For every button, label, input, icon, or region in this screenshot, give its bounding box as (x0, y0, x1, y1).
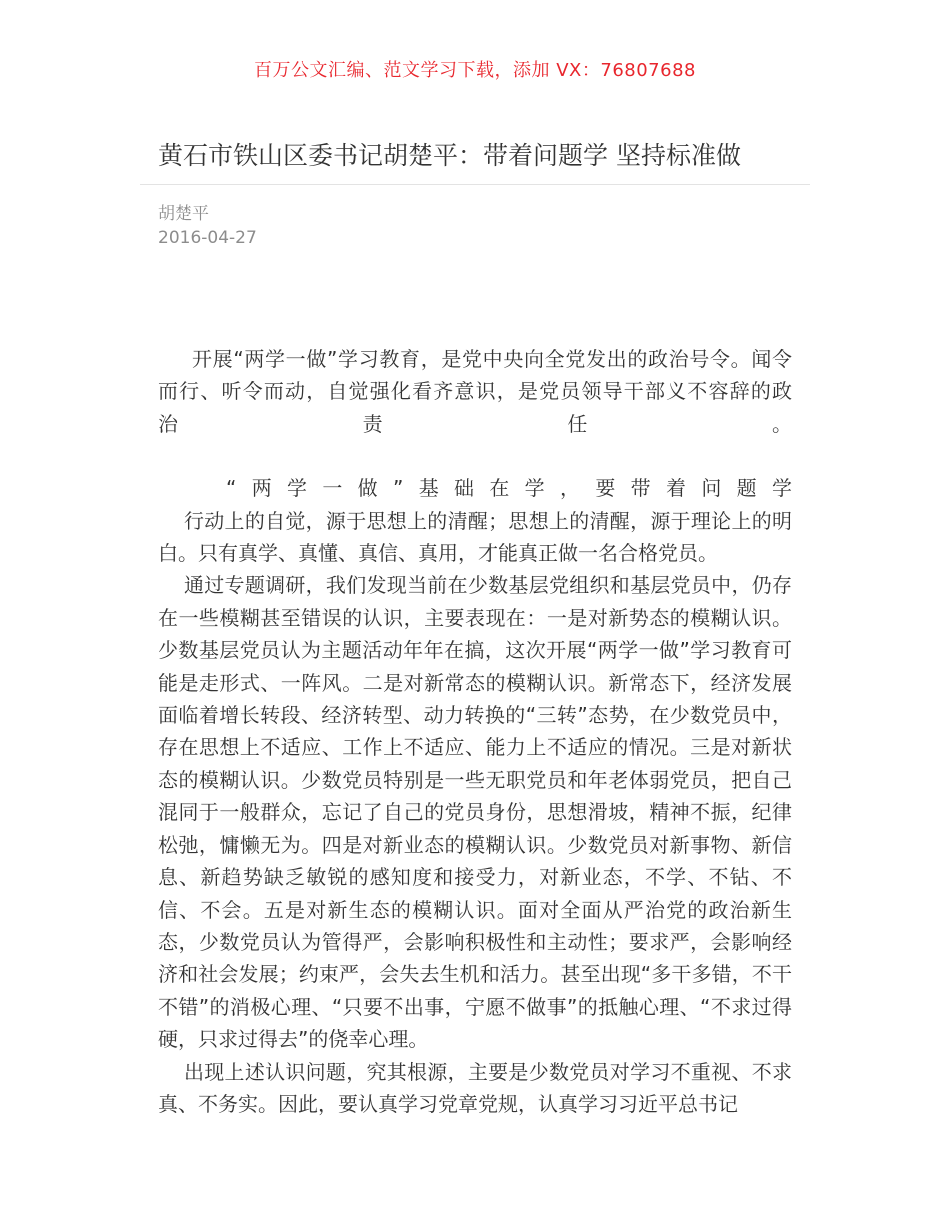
paragraph-gap (158, 440, 792, 472)
paragraph: 行动上的自觉，源于思想上的清醒；思想上的清醒，源于理论上的明白。只有真学、真懂、真信、真用，才能真正做一名合格党员。 (158, 508, 792, 566)
article-author: 胡楚平 (158, 204, 209, 224)
paragraph-line: 开展“两学一做”学习教育，是党中央向全党发出的政治号令。闻令 (192, 347, 792, 371)
section-heading: “两学一做”基础在学，要带着问题学 (226, 476, 792, 501)
article-title: 黄石市铁山区委书记胡楚平：带着问题学 坚持标准做 (158, 141, 741, 170)
paragraph-line: 治 责 任 。 (158, 411, 792, 436)
title-divider (140, 184, 810, 185)
article-meta (158, 202, 257, 250)
promo-banner: 百万公文汇编、范文学习下载，添加 VX：76807688 (254, 60, 696, 81)
paragraph: 通过专题调研，我们发现当前在少数基层党组织和基层党员中，仍存在一些模糊甚至错误的认识，主要表现在：一是对新势态的模糊认识。少数基层党员认为主题活动年年在搞，这次开展“两学一做”学习教育可能是走形式、一阵风。二是对新常态的模糊认识。新常态下，经济发展面临着增长转段、经济转型、动力转换的“三转”态势，在少数党员中，存在思想上不适应、工作上不适应、能力上不适应的情况。三是对新状态的模糊认识。少数党员特别是一些无职党员和年老体弱党员，把自己混同于一般群众，忘记了自己的党员身份，思想滑坡，精神不振，纪律松弛，慵懒无为。四是对新业态的模糊认识。少数党员对新事物、新信息、新趋势缺乏敏锐的感知度和接受力，对新业态，不学、不钻、不信、不会。五是对新生态的模糊认识。面对全面从严治党的政治新生态，少数党员认为管得严，会影响积极性和主动性；要求严，会影响经济和社会发展；约束严，会失去生机和活力。甚至出现“多干多错，不干不错”的消极心理、“只要不出事，宁愿不做事”的抵触心理、“不求过得硬，只求过得去”的侥幸心理。 (158, 573, 792, 1052)
article-date: 2016-04-27 (158, 228, 257, 248)
article-body (158, 343, 792, 1120)
paragraph-line: 而行、听令而动，自觉强化看齐意识，是党员领导干部义不容辞的政 (158, 379, 792, 404)
paragraph: 出现上述认识问题，究其根源，主要是少数党员对学习不重视、不求真、不务实。因此，要认真学习党章党规，认真学习习近平总书记 (158, 1059, 792, 1116)
